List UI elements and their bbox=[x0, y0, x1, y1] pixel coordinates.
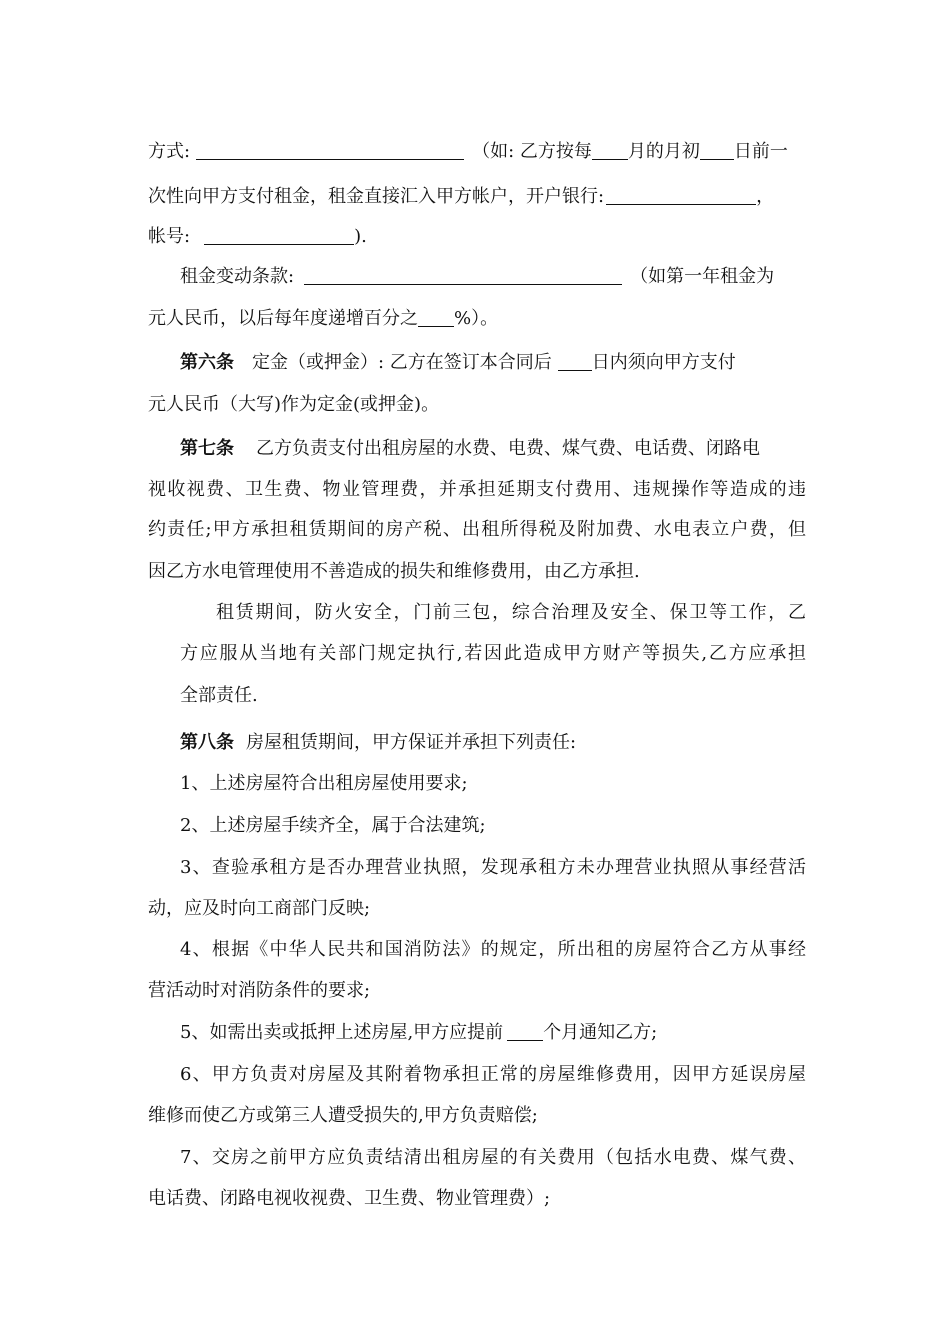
blank-field bbox=[196, 141, 464, 160]
list-item bbox=[180, 1021, 657, 1045]
text: ， bbox=[756, 186, 775, 207]
article-title: 第八条 bbox=[180, 732, 234, 753]
blank-field bbox=[592, 141, 628, 160]
article-7 bbox=[180, 437, 760, 461]
text: 5、如需出卖或抵押上述房屋,甲方应提前 bbox=[180, 1022, 504, 1043]
text: 日内须向甲方支付 bbox=[591, 352, 736, 373]
article-7-line3: 约责任;甲方承担租赁期间的房产税、出租所得税及附加费、水电表立户费，但 bbox=[148, 519, 806, 540]
list-item: 2、上述房屋手续齐全，属于合法建筑; bbox=[180, 815, 486, 836]
blank-field bbox=[418, 308, 454, 327]
list-item-continuation: 电话费、闭路电视收视费、卫生费、物业管理费）; bbox=[148, 1188, 551, 1209]
account-line bbox=[148, 225, 367, 249]
blank-field bbox=[606, 186, 756, 205]
list-item: 7、交房之前甲方应负责结清出租房屋的有关费用（包括水电费、煤气费、 bbox=[180, 1147, 806, 1168]
rent-change-line bbox=[180, 265, 774, 289]
text: 次性向甲方支付租金，租金直接汇入甲方帐户，开户银行: bbox=[148, 186, 605, 207]
article-7-line4: 因乙方水电管理使用不善造成的损失和维修费用，由乙方承担. bbox=[148, 561, 640, 582]
list-item: 6、甲方负责对房屋及其附着物承担正常的房屋维修费用，因甲方延误房屋 bbox=[180, 1064, 806, 1085]
text: 月的月初 bbox=[627, 141, 700, 162]
text: ). bbox=[354, 226, 367, 247]
text: （如: 乙方按每 bbox=[472, 141, 592, 162]
text: 租金变动条款: bbox=[180, 266, 295, 287]
text: 个月通知乙方; bbox=[543, 1022, 658, 1043]
text: 元人民币，以后每年度递增百分之 bbox=[148, 308, 418, 329]
lease-safety-line1: 租赁期间，防火安全，门前三包，综合治理及安全、保卫等工作，乙 bbox=[216, 602, 806, 623]
text: 日前一 bbox=[733, 141, 788, 162]
lease-safety-line2: 方应服从当地有关部门规定执行,若因此造成甲方财产等损失,乙方应承担 bbox=[180, 643, 806, 664]
text: 定金（或押金）: 乙方在签订本合同后 bbox=[252, 352, 552, 373]
blank-field bbox=[204, 226, 354, 245]
bank-line bbox=[148, 185, 774, 209]
article-6-line2: 元人民币（大写)作为定金(或押金)。 bbox=[148, 394, 440, 415]
blank-field bbox=[304, 266, 622, 285]
blank-field bbox=[558, 352, 592, 371]
text: 房屋租赁期间，甲方保证并承担下列责任: bbox=[246, 732, 577, 753]
list-item-continuation: 维修而使乙方或第三人遭受损失的,甲方负责赔偿; bbox=[148, 1105, 538, 1126]
payment-method-line bbox=[148, 140, 788, 164]
text: %）。 bbox=[454, 308, 499, 329]
list-item-continuation: 营活动时对消防条件的要求; bbox=[148, 980, 371, 1001]
article-7-line2: 视收视费、卫生费、物业管理费，并承担延期支付费用、违规操作等造成的违 bbox=[148, 479, 806, 500]
lease-safety-line3: 全部责任. bbox=[180, 685, 258, 706]
article-title: 第六条 bbox=[180, 352, 234, 373]
article-8 bbox=[180, 731, 576, 755]
article-6 bbox=[180, 351, 736, 375]
text: 乙方负责支付出租房屋的水费、电费、煤气费、电话费、闭路电 bbox=[256, 438, 760, 459]
list-item-continuation: 动，应及时向工商部门反映; bbox=[148, 898, 371, 919]
text: 方式: bbox=[148, 141, 191, 162]
list-item: 3、查验承租方是否办理营业执照，发现承租方未办理营业执照从事经营活 bbox=[180, 857, 806, 878]
text: （如第一年租金为 bbox=[630, 266, 775, 287]
list-item: 1、上述房屋符合出租房屋使用要求; bbox=[180, 773, 468, 794]
blank-field bbox=[507, 1022, 543, 1041]
rent-increase-line bbox=[148, 307, 498, 331]
text: 帐号: bbox=[148, 226, 191, 247]
blank-field bbox=[700, 141, 734, 160]
list-item: 4、根据《中华人民共和国消防法》的规定，所出租的房屋符合乙方从事经 bbox=[180, 939, 806, 960]
article-title: 第七条 bbox=[180, 438, 234, 459]
